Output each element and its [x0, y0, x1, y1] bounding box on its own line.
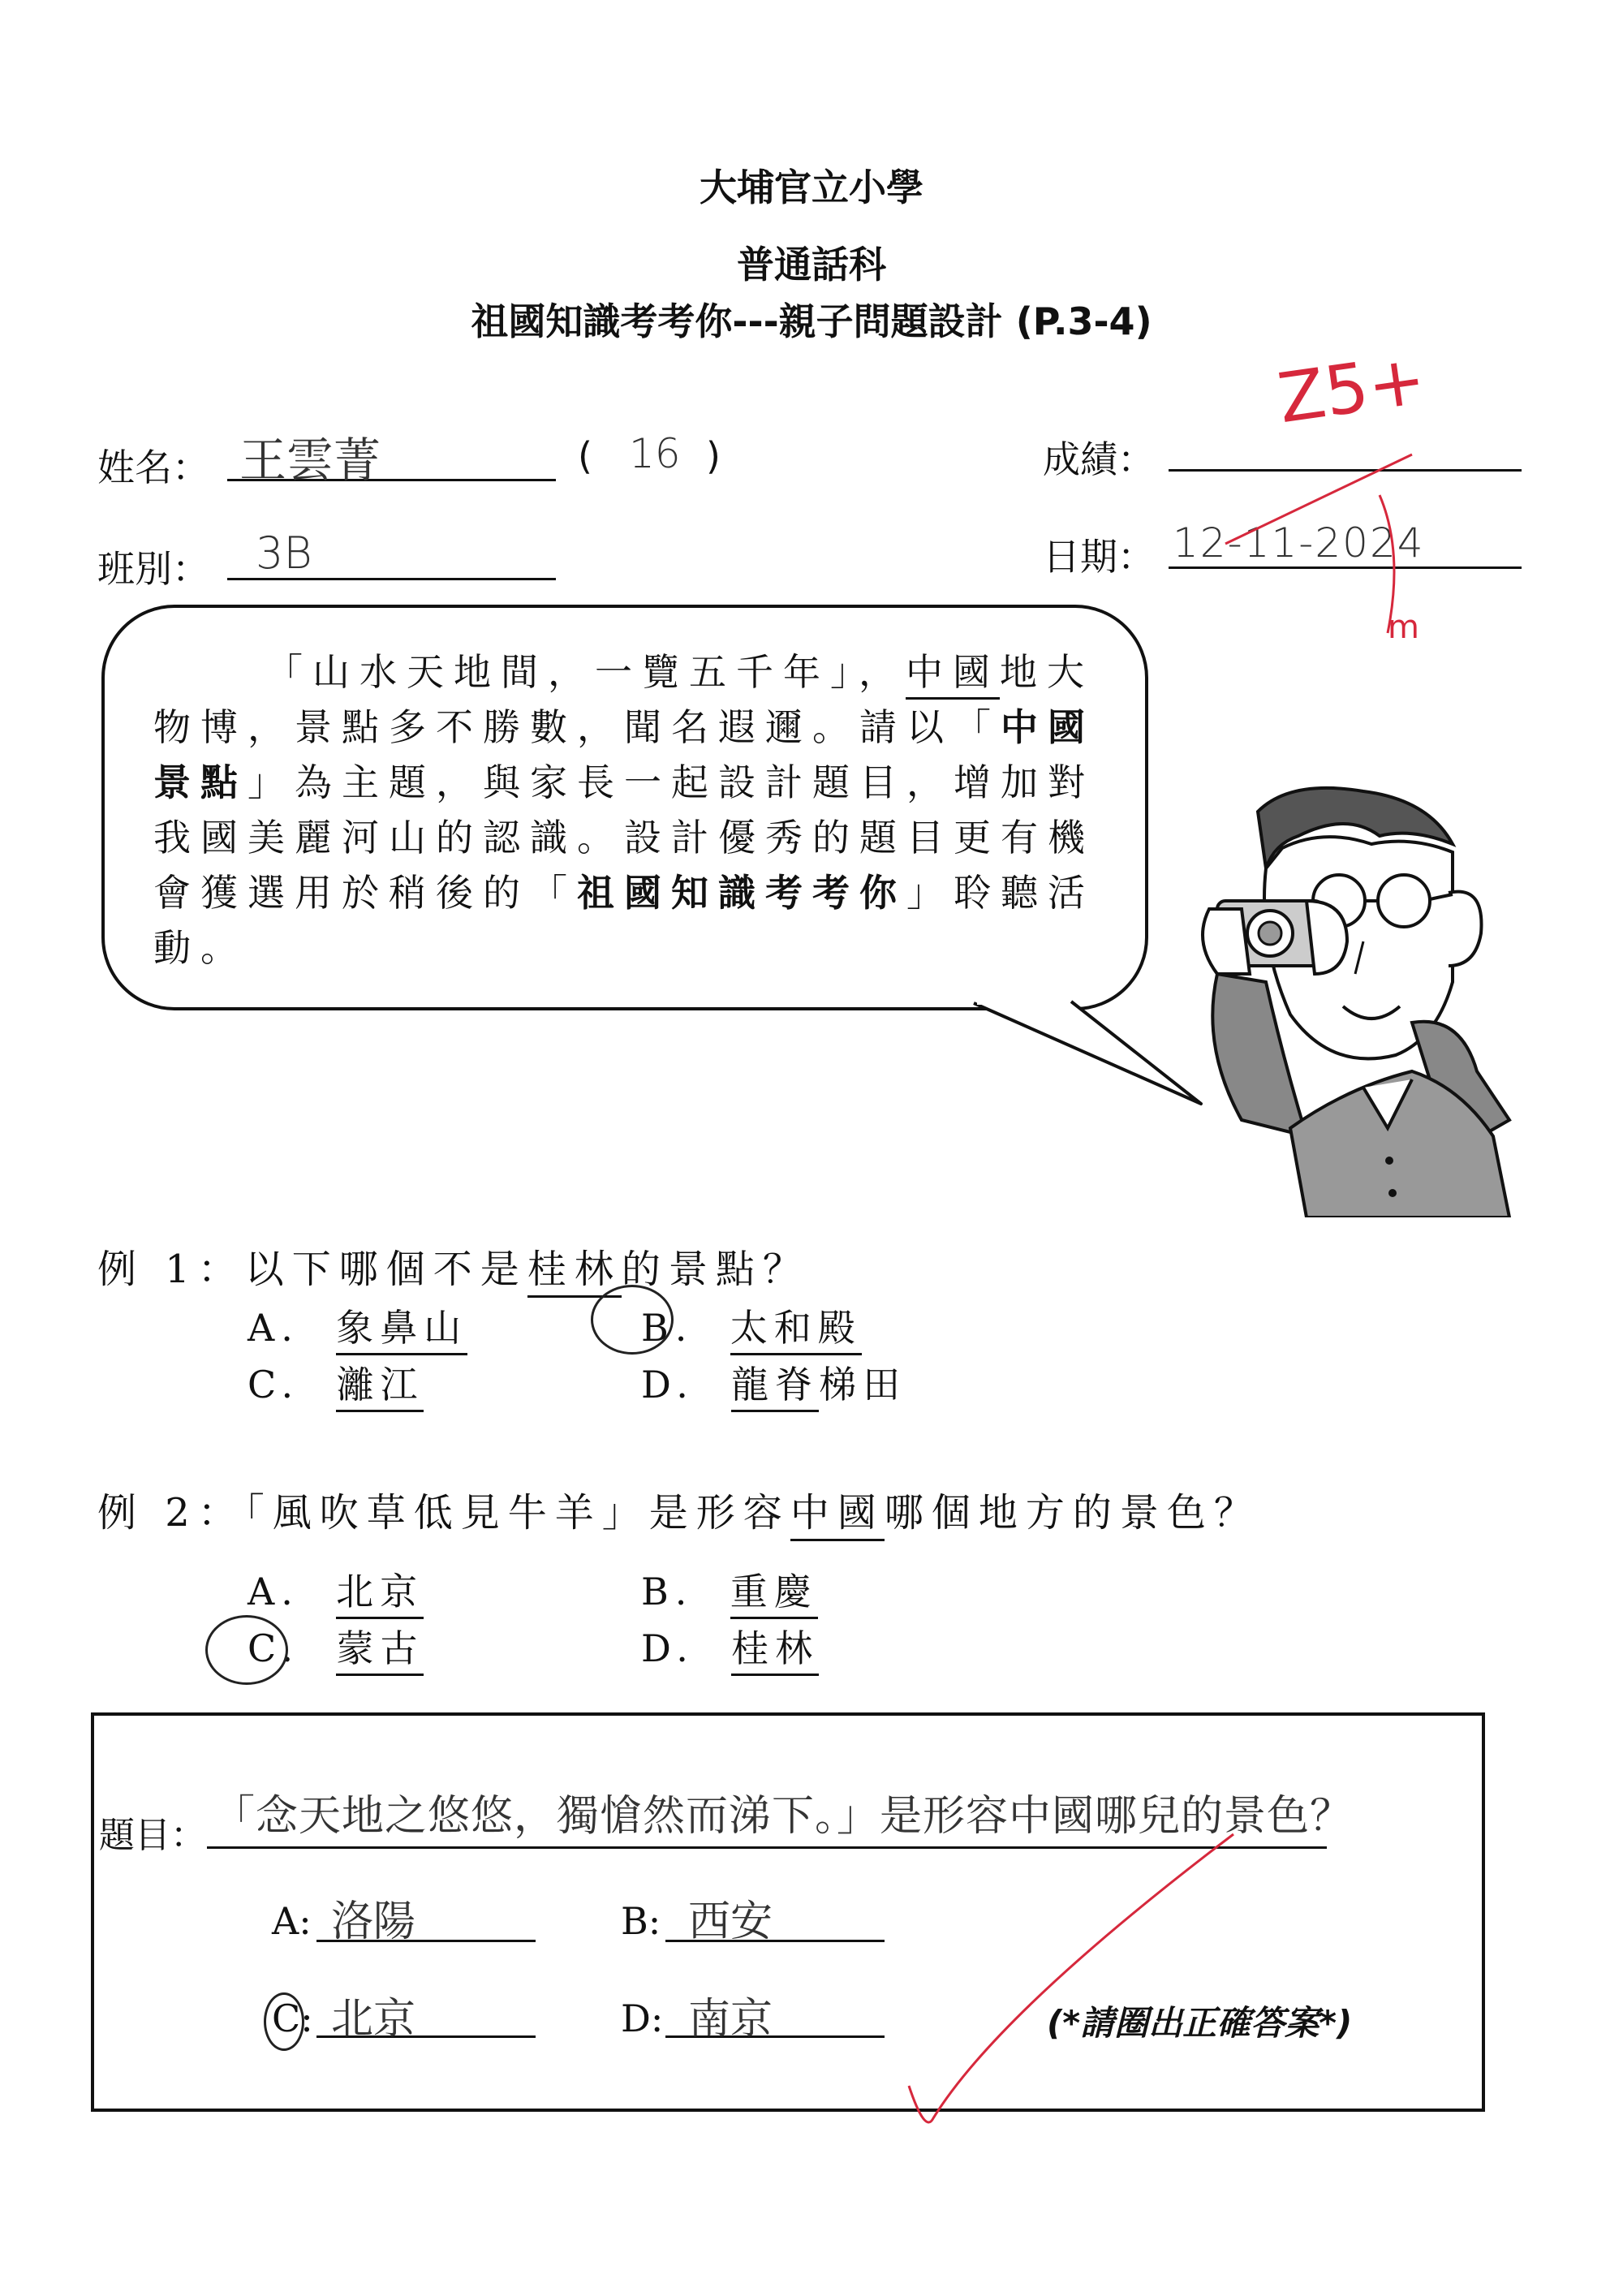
option-letter: A. — [248, 1570, 299, 1613]
option-text: 蒙古 — [336, 1626, 424, 1676]
option-text: 北京 — [336, 1570, 424, 1619]
class-number-open: ( — [578, 434, 592, 478]
example2-option-d[interactable] — [641, 1619, 819, 1673]
class-number-value[interactable]: 16 — [629, 430, 681, 477]
option-letter: B. — [641, 1570, 694, 1613]
example1-option-b[interactable] — [641, 1299, 862, 1352]
question-label: 題目： — [99, 1815, 206, 1856]
name-value[interactable]: 王雲菁 — [239, 433, 381, 488]
class-value[interactable]: 3B — [256, 528, 312, 579]
example2-prefix: 例 2：「風吹草低見牛羊」是形容 — [97, 1490, 790, 1536]
bubble-line-1 — [153, 644, 1096, 700]
qbox-instruction: (*請圈出正確答案*) — [1047, 2003, 1353, 2043]
example1-option-a[interactable] — [248, 1299, 467, 1352]
example1-answer-circle — [591, 1285, 674, 1355]
qbox-option-c[interactable]: 北京 — [331, 1995, 416, 2044]
photographer-illustration — [1169, 779, 1534, 1217]
example1-option-c[interactable] — [248, 1355, 424, 1409]
example2-place: 中國 — [790, 1490, 885, 1541]
activity-title: 祖國知識考考你---親子問題設計 (P.3-4) — [471, 299, 1152, 343]
bubble-line-2 — [153, 700, 1096, 755]
option-letter: C. — [248, 1626, 300, 1670]
example1-question — [97, 1238, 810, 1294]
bubble-line-2-pre: 物博，景點多不勝數，聞名遐邇。請以「 — [153, 705, 1001, 749]
class-number-close: ) — [706, 434, 721, 478]
example1-suffix: 的景點？ — [621, 1247, 810, 1292]
date-label: 日期： — [1043, 535, 1155, 579]
qbox-answer-circle — [264, 1992, 304, 2051]
bubble-line-6: 動。 — [153, 926, 248, 970]
corner-mark: m — [1388, 609, 1419, 646]
bubble-line-5-pre: 會獲選用於稍後的「 — [153, 871, 577, 915]
name-label: 姓名： — [97, 446, 209, 489]
option-text: 灕江 — [336, 1363, 424, 1412]
option-text: 太和殿 — [730, 1306, 862, 1355]
bubble-line-5-post: 」聆聽活 — [906, 871, 1095, 915]
bubble-text — [153, 644, 1096, 976]
option-text: 重慶 — [730, 1570, 818, 1619]
class-label: 班別： — [97, 547, 209, 591]
school-name: 大埔官立小學 — [700, 166, 923, 209]
bubble-topic-2: 景點 — [153, 760, 248, 804]
bubble-china: 中國 — [906, 650, 1000, 700]
question-answer[interactable]: 「念天地之悠悠，獨愴然而涕下。」是形容中國哪兒的景色？ — [213, 1792, 1354, 1841]
option-letter: B. — [641, 1306, 694, 1350]
example2-option-b[interactable] — [641, 1562, 818, 1616]
option-letter: C. — [248, 1363, 300, 1406]
bubble-topic-1: 中國 — [1001, 705, 1095, 749]
option-text: 象鼻山 — [336, 1306, 467, 1355]
check-mark-icon — [901, 1826, 1242, 2143]
qbox-option-b-letter: B: — [621, 1899, 661, 1943]
bubble-line-3-post: 」為主題，與家長一起設計題目，增加對 — [248, 760, 1095, 804]
option-letter: D. — [641, 1626, 695, 1670]
example1-option-d[interactable] — [641, 1355, 906, 1409]
date-value[interactable]: 12-11-2024 — [1173, 519, 1425, 566]
bubble-line-1-pre: 「山水天地間，一覽五千年」， — [265, 650, 906, 694]
score-mark: Z5+ — [1273, 338, 1431, 439]
example2-option-a[interactable] — [248, 1562, 424, 1616]
qbox-option-b[interactable]: 西安 — [688, 1898, 773, 1946]
grade-label: 成績： — [1043, 437, 1155, 481]
qbox-option-a[interactable]: 洛陽 — [331, 1898, 416, 1946]
example1-place: 桂林 — [527, 1247, 622, 1298]
qbox-option-d[interactable]: 南京 — [688, 1995, 773, 2044]
bubble-line-5 — [153, 865, 1096, 920]
example2-suffix: 哪個地方的景色？ — [884, 1490, 1261, 1536]
bubble-line-1-post: 地大 — [1000, 650, 1094, 694]
option-text: 桂林 — [731, 1626, 819, 1676]
score-strokes — [1217, 422, 1428, 657]
speech-bubble — [101, 605, 1148, 1010]
example2-question — [97, 1481, 1261, 1537]
option-text-post: 梯田 — [819, 1363, 907, 1406]
qbox-option-d-letter: D: — [621, 1997, 664, 2040]
example2-answer-circle — [205, 1615, 288, 1685]
example1-prefix: 例 1：以下哪個不是 — [97, 1247, 527, 1292]
bubble-line-4: 我國美麗河山的認識。設計優秀的題目更有機 — [153, 816, 1095, 859]
bubble-line-3 — [153, 755, 1096, 810]
qbox-option-c-letter: C: — [272, 1997, 313, 2040]
option-text-underlined: 龍脊 — [731, 1363, 819, 1412]
subject-title: 普通話科 — [737, 243, 886, 286]
option-letter: A. — [248, 1306, 299, 1350]
bubble-activity-name: 祖國知識考考你 — [577, 871, 906, 915]
qbox-option-a-letter: A: — [272, 1899, 312, 1943]
option-letter: D. — [641, 1363, 695, 1406]
